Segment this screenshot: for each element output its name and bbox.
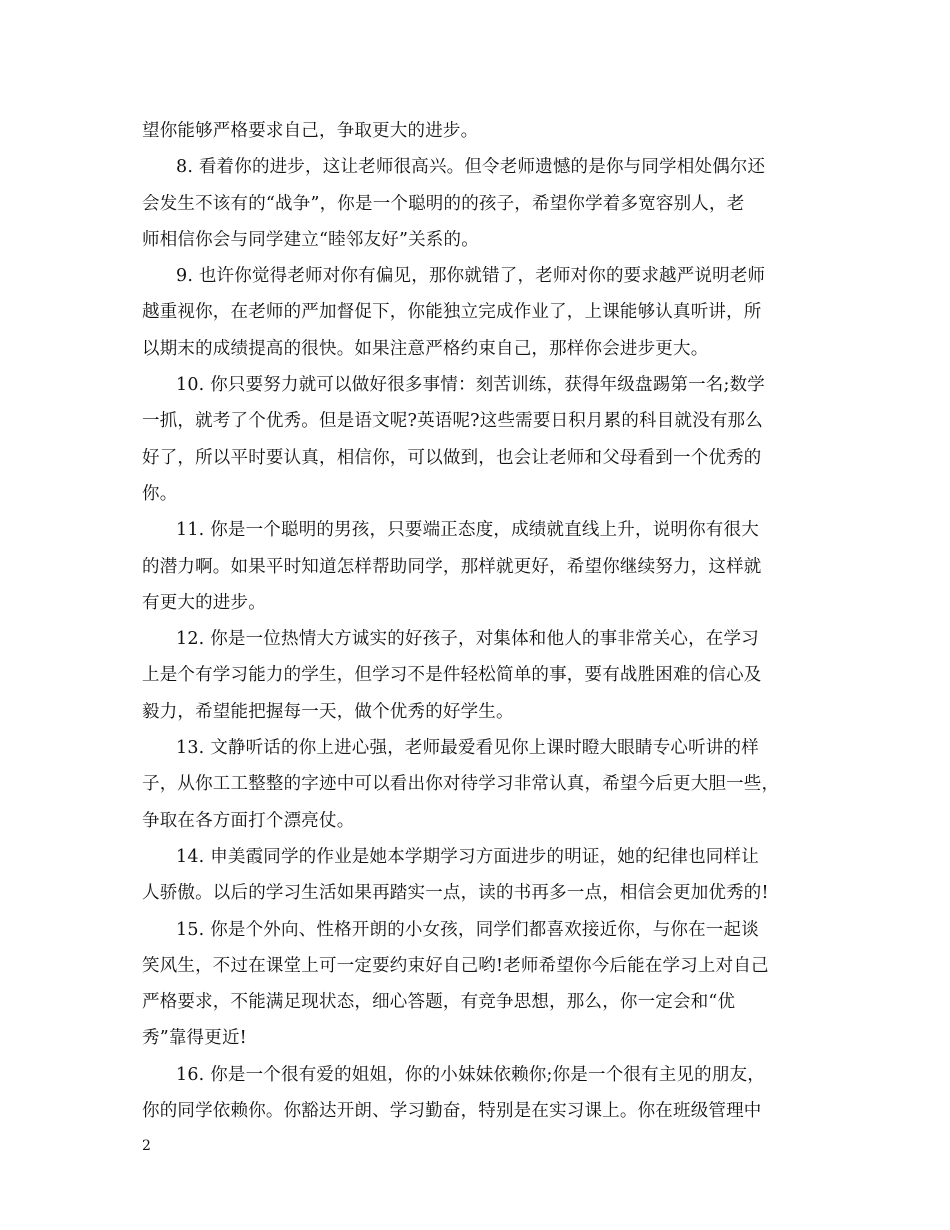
text-line: 你。 — [142, 483, 178, 504]
text-line: 以期末的成绩提高的很快。如果注意严格约束自己，那样你会进步更大。 — [142, 338, 709, 359]
page-number: 2 — [142, 1138, 151, 1154]
text-line: 15. 你是个外向、性格开朗的小女孩，同学们都喜欢接近你，与你在一起谈 — [176, 919, 759, 940]
text-line: 有更大的进步。 — [142, 592, 266, 613]
text-line: 11. 你是一个聪明的男孩，只要端正态度，成绩就直线上升，说明你有很大 — [176, 520, 759, 541]
text-line: 一抓，就考了个优秀。但是语文呢?英语呢?这些需要日积月累的科目就没有那么 — [142, 411, 763, 432]
text-line: 9. 也许你觉得老师对你有偏见，那你就错了，老师对你的要求越严说明老师 — [176, 266, 766, 287]
text-line: 毅力，希望能把握每一天，做个优秀的好学生。 — [142, 701, 514, 722]
text-line: 你的同学依赖你。你豁达开朗、学习勤奋，特别是在实习课上。你在班级管理中 — [142, 1101, 762, 1122]
document-body — [142, 113, 810, 1129]
text-line: 10. 你只要努力就可以做好很多事情：刻苦训练，获得年级盘踢第一名;数学 — [176, 375, 765, 396]
text-line: 人骄傲。以后的学习生活如果再踏实一点，读的书再多一点，相信会更加优秀的! — [142, 883, 769, 904]
text-line: 12. 你是一位热情大方诚实的好孩子，对集体和他人的事非常关心，在学习 — [176, 629, 759, 650]
text-line: 8. 看着你的进步，这让老师很高兴。但令老师遗憾的是你与同学相处偶尔还 — [176, 157, 766, 178]
text-line: 13. 文静听话的你上进心强，老师最爱看见你上课时瞪大眼睛专心听讲的样 — [176, 738, 759, 759]
text-line: 上是个有学习能力的学生，但学习不是件轻松简单的事，要有战胜困难的信心及 — [142, 665, 762, 686]
text-line: 越重视你，在老师的严加督促下，你能独立完成作业了，上课能够认真听讲，所 — [142, 302, 762, 323]
text-line: 笑风生，不过在课堂上可一定要约束好自己哟!老师希望你今后能在学习上对自己 — [142, 955, 769, 976]
text-line: 16. 你是一个很有爱的姐姐，你的小妹妹依赖你;你是一个很有主见的朋友， — [176, 1064, 765, 1085]
text-line: 争取在各方面打个漂亮仗。 — [142, 810, 355, 831]
text-line: 秀”靠得更近! — [142, 1028, 247, 1049]
text-line: 师相信你会与同学建立“睦邻友好”关系的。 — [142, 229, 479, 250]
text-line: 严格要求，不能满足现状态，细心答题，有竞争思想，那么，你一定会和“优 — [142, 992, 736, 1013]
text-line: 望你能够严格要求自己，争取更大的进步。 — [142, 121, 479, 141]
text-line: 会发生不该有的“战争”，你是一个聪明的的孩子，希望你学着多宽容别人，老 — [142, 193, 745, 214]
text-line: 子，从你工工整整的字迹中可以看出你对待学习非常认真，希望今后更大胆一些， — [142, 774, 780, 795]
text-line: 好了，所以平时要认真，相信你，可以做到，也会让老师和父母看到一个优秀的 — [142, 447, 762, 468]
text-line: 的潜力啊。如果平时知道怎样帮助同学，那样就更好，希望你继续努力，这样就 — [142, 556, 762, 577]
text-line: 14. 申美霞同学的作业是她本学期学习方面进步的明证，她的纪律也同样让 — [176, 846, 759, 867]
